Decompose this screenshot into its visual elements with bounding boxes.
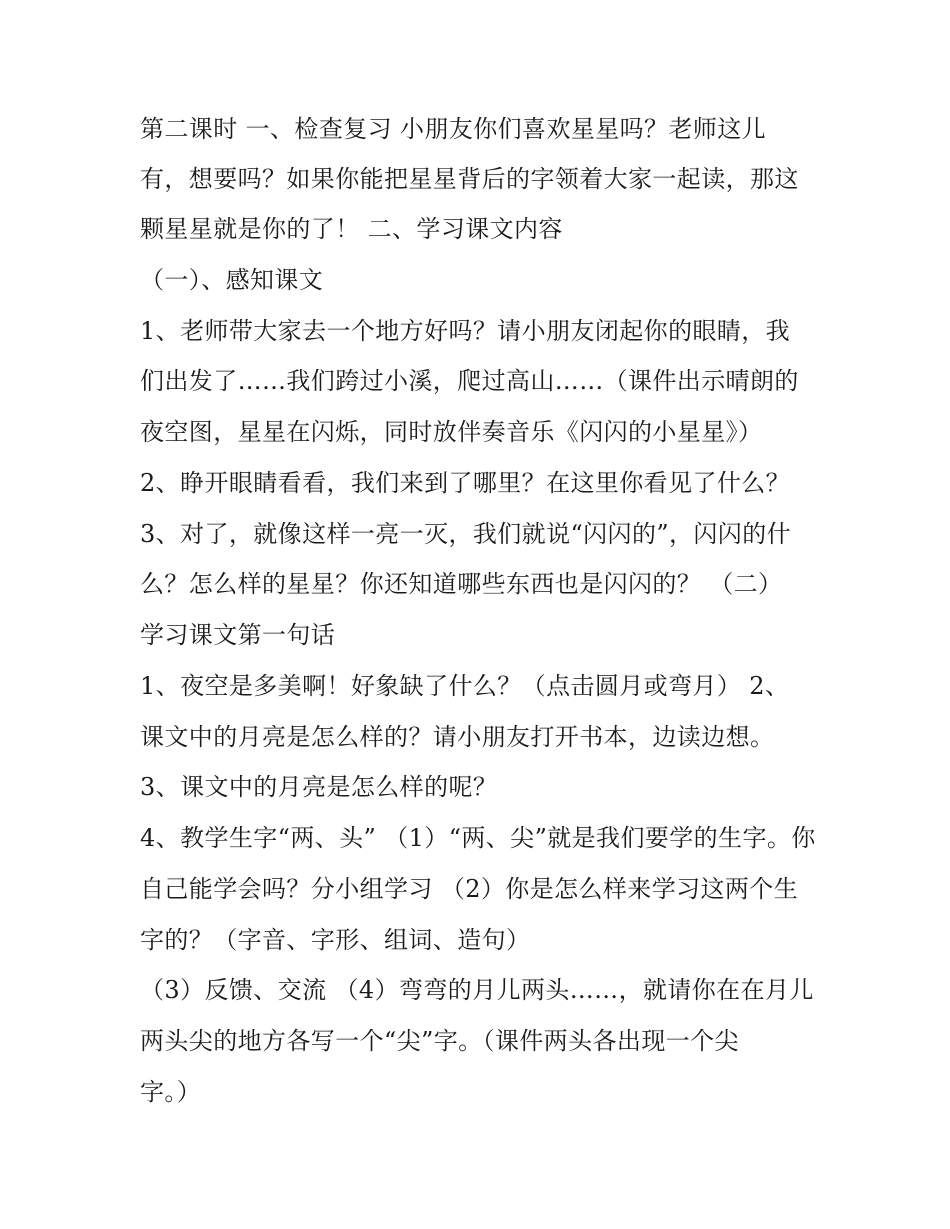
text-line: 自己能学会吗？分小组学习 （2）你是怎么样来学习这两个生 [140, 875, 799, 903]
text-line: 们出发了……我们跨过小溪，爬过高山……（课件出示晴朗的 [140, 367, 799, 395]
text-line: 第二课时 一、检查复习 小朋友你们喜欢星星吗？老师这儿 [140, 115, 767, 143]
text-line: 夜空图，星星在闪烁，同时放伴奏音乐《闪闪的小星星》） [140, 418, 763, 446]
text-line: 两头尖的地方各写一个“尖”字。（课件两头各出现一个尖 [140, 1027, 739, 1055]
text-line: 1、夜空是多美啊！好象缺了什么？（点击圆月或弯月） 2、 [140, 672, 790, 700]
text-line: 么？怎么样的星星？你还知道哪些东西也是闪闪的？ （二） [140, 570, 783, 598]
text-line: 2、睁开眼睛看看，我们来到了哪里？在这里你看见了什么？ [140, 469, 791, 497]
text-line: 3、课文中的月亮是怎么样的呢？ [140, 773, 498, 801]
text-line: 有，想要吗？如果你能把星星背后的字领着大家一起读，那这 [140, 165, 799, 193]
text-line: 课文中的月亮是怎么样的？请小朋友打开书本，边读边想。 [140, 723, 775, 751]
text-line: 1、老师带大家去一个地方好吗？请小朋友闭起你的眼睛，我 [140, 317, 791, 345]
text-line: 4、教学生字“两、头” （1）“两、尖”就是我们要学的生字。你 [140, 824, 816, 852]
text-line: 字的？（字音、字形、组词、造句） [140, 926, 531, 954]
text-line: （3）反馈、交流 （4）弯弯的月儿两头……，就请你在在月儿 [140, 976, 814, 1004]
text-line: 学习课文第一句话 [140, 621, 336, 649]
text-line: 颗星星就是你的了！ 二、学习课文内容 [140, 215, 563, 243]
text-line: 3、对了，就像这样一亮一灭，我们就说“闪闪的”，闪闪的什 [140, 520, 792, 548]
text-line: （一）、感知课文 [140, 266, 324, 294]
text-line: 字。） [140, 1078, 202, 1106]
